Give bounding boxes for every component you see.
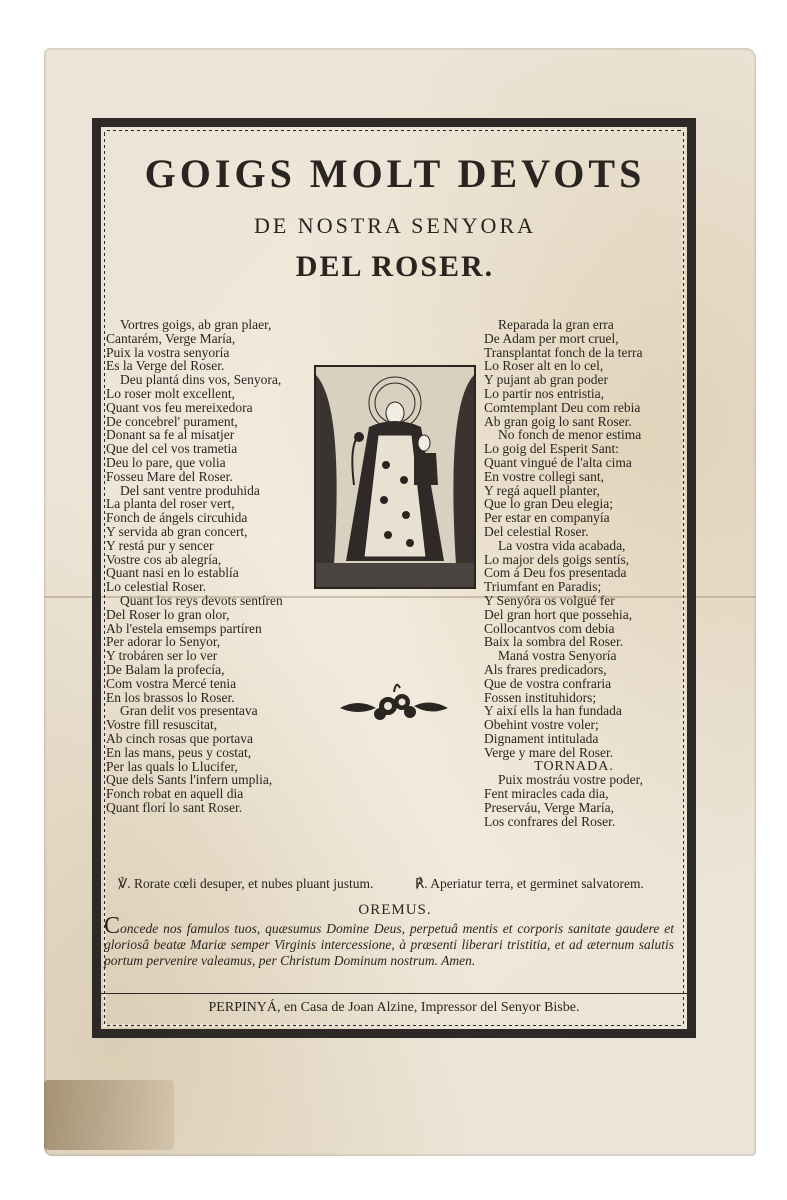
verse-line: Quant vos feu mereixedora: [106, 399, 253, 415]
verse-line: Puix mostráu vostre poder,: [498, 772, 643, 788]
verse-line: Cantarém, Verge María,: [106, 330, 236, 346]
verse-line: Del Roser lo gran olor,: [106, 606, 230, 622]
verse-line: Ab cinch rosas que portava: [106, 730, 253, 746]
verse-line: Y servida ab gran concert,: [106, 523, 248, 539]
verse-line: Y regá aquell planter,: [484, 482, 600, 498]
verse-line: Quant florí lo sant Roser.: [106, 799, 243, 815]
floral-ornament-image: [338, 678, 450, 728]
tornada-heading: TORNADA.: [534, 758, 614, 774]
verse-line: Fonch de ángels circuhida: [106, 510, 248, 526]
verse-line: Reparada la gran erra: [498, 317, 614, 332]
verse-line: De Adam per mort cruel,: [484, 330, 619, 346]
verse-line: Maná vostra Senyoría: [498, 648, 617, 664]
verse-line: Ab l'estela emsemps partíren: [106, 620, 262, 636]
verse-line: Del celestial Roser.: [484, 523, 589, 539]
verse-line: No fonch de menor estima: [498, 427, 642, 443]
verse-line: Ab gran goig lo sant Roser.: [484, 413, 632, 429]
verse-line: Als frares predicadors,: [484, 661, 607, 677]
verse-line: Lo roser molt excellent,: [106, 385, 235, 401]
paper-stain: [44, 1080, 174, 1150]
verse-line: Quant vingué de l'alta cima: [484, 454, 632, 470]
verse-line: Gran delit vos presentava: [120, 703, 258, 719]
verse-line: Quant los reys devots sentíren: [120, 592, 283, 608]
verse-line: En las mans, peus y costat,: [106, 744, 252, 760]
printer-imprint: PERPINYÁ, en Casa de Joan Alzine, Impressor del Senyor Bisbe.: [208, 1000, 580, 1015]
verse-line: Y pujant ab gran poder: [484, 372, 608, 388]
verse-line: En los brassos lo Roser.: [106, 689, 235, 705]
verse-line: Es la Verge del Roser.: [106, 358, 225, 374]
versicle-text: ℣. Rorate cœli desuper, et nubes pluant justum.: [118, 876, 374, 891]
verse-line: Transplantat fonch de la terra: [484, 344, 643, 360]
verse-line: Lo major dels goigs sentís,: [484, 551, 630, 567]
verse-line: Fosseu Mare del Roser.: [106, 468, 233, 484]
verse-line: Que dels Sants l'infern umplia,: [106, 772, 273, 788]
verse-line: Quant nasi en lo establía: [106, 565, 239, 581]
verse-line: Obehint vostre voler;: [484, 717, 599, 733]
verse-line: Vostre fill resuscitat,: [106, 717, 218, 733]
left-verse-column: [106, 318, 316, 815]
verse-line: Y trobáren ser lo ver: [106, 648, 218, 664]
verse-line: Baix la sombra del Roser.: [484, 634, 624, 650]
verse-line: Lo partir nos entristia,: [484, 385, 604, 401]
page-subtitle-2: DEL ROSER.: [295, 250, 495, 283]
verse-line: La planta del roser vert,: [106, 496, 235, 512]
divider-line: [100, 993, 690, 994]
stanza: [106, 484, 316, 594]
right-verse-column: [484, 318, 684, 828]
verse-line: Que del cel vos trametia: [106, 441, 238, 457]
response-text: ℟. Aperiatur terra, et germinet salvatorem.: [415, 876, 644, 891]
verse-line: Que de vostra confraria: [484, 675, 612, 691]
stanza: [106, 373, 316, 483]
verse-line: Com á Deu fos presentada: [484, 565, 627, 581]
verse-line: La vostra vida acabada,: [498, 537, 626, 553]
verse-line: Triumfant en Paradis;: [484, 579, 602, 595]
verse-line: De concebrel' purament,: [106, 413, 238, 429]
stanza: [484, 428, 684, 538]
verse-line: Collocantvos com debia: [484, 620, 615, 636]
verse-line: Vortres goigs, ab gran plaer,: [120, 317, 272, 332]
prayer-text: [104, 913, 674, 969]
verse-line: Preserváu, Verge María,: [484, 799, 614, 815]
verse-line: En vostre collegi sant,: [484, 468, 604, 484]
verse-line: De Balam la profecía,: [106, 661, 225, 677]
verse-line: Donant sa fe al misatjer: [106, 427, 235, 443]
stanza: [484, 318, 684, 428]
verse-line: Fonch robat en aquell dia: [106, 786, 244, 802]
tornada-stanza: [484, 773, 684, 828]
prayer-dropcap: C: [104, 913, 121, 939]
page-title: GOIGS MOLT DEVOTS: [144, 151, 646, 196]
stanza: [106, 704, 316, 814]
oremus-heading: OREMUS.: [358, 902, 432, 918]
verse-line: Dignament intitulada: [484, 730, 599, 746]
verse-line: Vostre cos ab alegría,: [106, 551, 222, 567]
verse-line: Per adorar lo Senyor,: [106, 634, 221, 650]
verse-line: Fossen instituhidors;: [484, 689, 597, 705]
verse-line: Deu lo pare, que volia: [106, 454, 226, 470]
verse-line: Que lo gran Deu elegia;: [484, 496, 613, 512]
stanza: [484, 539, 684, 649]
stanza: [106, 594, 316, 704]
verse-line: Y així ells la han fundada: [484, 703, 622, 719]
verse-line: Lo goig del Esperit Sant:: [484, 441, 619, 457]
verse-line: Puix la vostra senyoría: [106, 344, 230, 360]
verse-line: Fent miracles cada dia,: [484, 786, 609, 802]
verse-line: Com vostra Mercé tenia: [106, 675, 237, 691]
verse-line: Per estar en companyía: [484, 510, 610, 526]
prayer-body: oncede nos famulos tuos, quæsumus Domine Deus, perpetuâ mentis et corporis sanitate gaudere et gloriosâ beatæ Mariæ semper Virginis intercessione, à præsenti liberari tristitia, et ad æternum salutis portum pervenire valeamus, per Christum Dominum nostrum. Amen.: [104, 921, 674, 968]
verse-line: Los confrares del Roser.: [484, 813, 616, 829]
verse-line: Lo Roser alt en lo cel,: [484, 358, 604, 374]
verse-line: Verge y mare del Roser.: [484, 744, 614, 760]
verse-line: Deu plantá dins vos, Senyora,: [120, 372, 282, 388]
verse-line: Del sant ventre produhida: [120, 482, 260, 498]
madonna-woodcut-image: [314, 365, 476, 589]
page-subtitle: DE NOSTRA SENYORA: [253, 213, 537, 238]
verse-line: Y restá pur y sencer: [106, 537, 214, 553]
verse-line: Y Senyóra os volgué fer: [484, 592, 615, 608]
verse-line: Per las quals lo Llucifer,: [106, 758, 238, 774]
stanza: [484, 649, 684, 759]
verse-line: Del gran hort que possehia,: [484, 606, 633, 622]
stanza: [106, 318, 316, 373]
verse-line: Lo celestial Roser.: [106, 579, 207, 595]
verse-line: Comtemplant Deu com rebia: [484, 399, 641, 415]
